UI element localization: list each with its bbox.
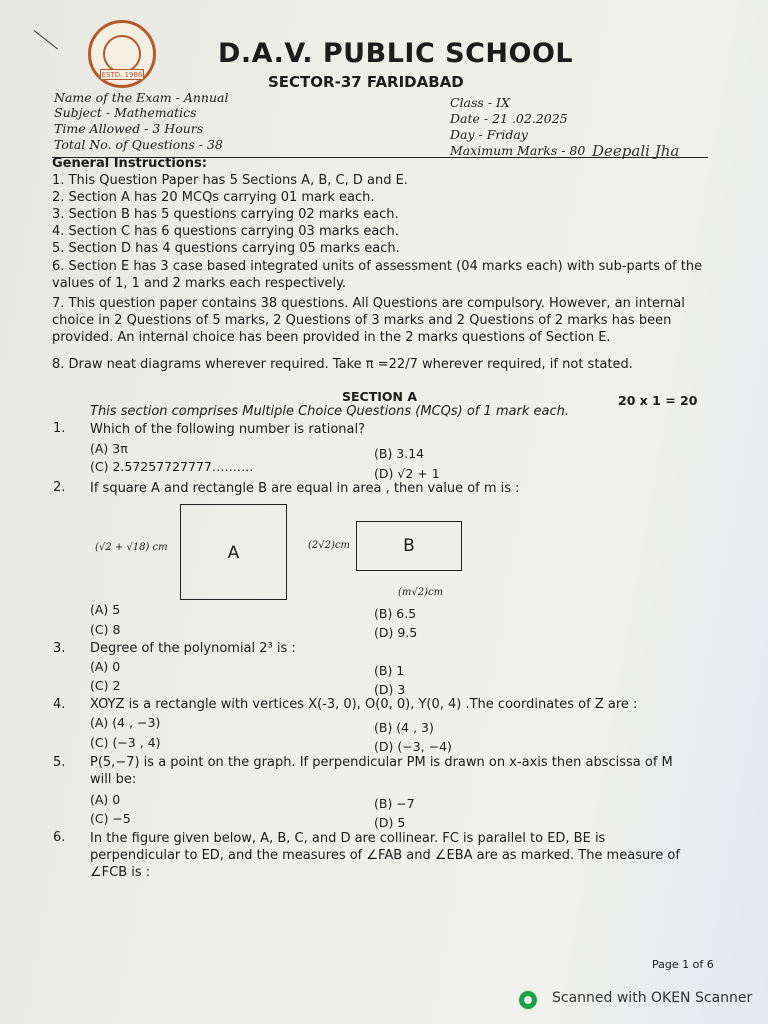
scanner-logo-icon: [519, 991, 537, 1009]
option-c: (C) (−3 , 4): [90, 735, 161, 750]
option-a: (A) 0: [90, 792, 121, 807]
option-a: (A) (4 , −3): [90, 715, 161, 730]
school-location: SECTOR-37 FARIDABAD: [268, 73, 464, 91]
rectangle-height-label: (2√2)cm: [308, 540, 350, 551]
question-text: XOYZ is a rectangle with vertices X(-3, 0), O(0, 0), Y(0, 4) .The coordinates of Z are :: [90, 697, 638, 712]
section-description: This section comprises Multiple Choice Questions (MCQs) of 1 mark each.: [90, 404, 570, 419]
instruction-line: 7. This question paper contains 38 questions. All Questions are compulsory. However, an internal: [52, 296, 685, 311]
instructions-heading: General Instructions:: [52, 156, 207, 171]
instruction-line: 4. Section C has 6 questions carrying 03 marks each.: [52, 224, 399, 239]
question-text-cont: will be:: [90, 772, 137, 787]
subject: Subject - Mathematics: [54, 105, 197, 120]
question-text: P(5,−7) is a point on the graph. If perpendicular PM is drawn on x-axis then abscissa of M: [90, 755, 673, 770]
option-c: (C) 8: [90, 622, 121, 637]
option-b: (B) 1: [374, 663, 405, 678]
scanner-watermark: Scanned with OKEN Scanner: [552, 990, 753, 1006]
question-number: 6.: [53, 830, 66, 845]
page-number: Page 1 of 6: [652, 958, 714, 971]
section-title: SECTION A: [342, 389, 418, 404]
square-side-label: (√2 + √18) cm: [95, 542, 168, 553]
option-c: (C) −5: [90, 811, 131, 826]
option-c: (C) 2: [90, 678, 121, 693]
school-name: D.A.V. PUBLIC SCHOOL: [218, 38, 574, 69]
square-a: [180, 504, 287, 600]
section-marks: 20 x 1 = 20: [618, 393, 698, 408]
logo-estd: ESTD. 1986: [101, 71, 143, 79]
maximum-marks: Maximum Marks - 80: [450, 143, 586, 158]
logo-emblem: [103, 35, 141, 73]
question-text-cont: ∠FCB is :: [90, 865, 151, 880]
question-number: 5.: [53, 755, 66, 770]
instruction-line: choice in 2 Questions of 5 marks, 2 Questions of 3 marks and 2 Questions of 2 marks has been: [52, 313, 672, 328]
instruction-line: 5. Section D has 4 questions carrying 05 marks each.: [52, 241, 400, 256]
school-logo: [88, 20, 156, 88]
instruction-line: 6. Section E has 3 case based integrated units of assessment (04 marks each) with sub-parts of the: [52, 259, 703, 274]
rectangle-length-label: (m√2)cm: [398, 587, 444, 598]
instruction-line: provided. An internal choice has been provided in the 2 marks questions of Section E.: [52, 330, 611, 345]
question-number: 2.: [53, 480, 66, 495]
total-questions: Total No. of Questions - 38: [54, 137, 223, 152]
exam-day: Day - Friday: [450, 127, 528, 142]
class: Class - IX: [450, 95, 510, 110]
question-number: 3.: [53, 641, 66, 656]
option-d: (D) 9.5: [374, 625, 418, 640]
question-text: Degree of the polynomial 2³ is :: [90, 641, 296, 656]
pen-mark: [34, 30, 58, 49]
option-c: (C) 2.57257727777……….: [90, 459, 254, 474]
instruction-line: 8. Draw neat diagrams wherever required. Take π =22/7 wherever required, if not stated.: [52, 357, 633, 372]
instruction-line: 3. Section B has 5 questions carrying 02 marks each.: [52, 207, 399, 222]
rectangle-b: [356, 521, 462, 571]
question-text: In the figure given below, A, B, C, and D are collinear. FC is parallel to ED, BE is: [90, 831, 606, 846]
option-d: (D) 3: [374, 682, 406, 697]
question-number: 4.: [53, 697, 66, 712]
square-a-label: A: [227, 543, 240, 563]
instruction-line: 2. Section A has 20 MCQs carrying 01 mark each.: [52, 190, 375, 205]
option-a: (A) 5: [90, 602, 121, 617]
option-b: (B) (4 , 3): [374, 720, 434, 735]
signature: Deepali Jha: [592, 142, 680, 160]
exam-name: Name of the Exam - Annual: [54, 90, 229, 105]
exam-date: Date - 21 .02.2025: [450, 111, 568, 126]
option-b: (B) −7: [374, 796, 415, 811]
question-number: 1.: [53, 421, 66, 436]
option-d: (D) (−3, −4): [374, 739, 452, 754]
option-a: (A) 3π: [90, 441, 128, 456]
rectangle-b-label: B: [403, 536, 415, 556]
instruction-line: 1. This Question Paper has 5 Sections A, B, C, D and E.: [52, 173, 408, 188]
option-b: (B) 6.5: [374, 606, 417, 621]
time-allowed: Time Allowed - 3 Hours: [54, 121, 204, 136]
option-b: (B) 3.14: [374, 446, 425, 461]
question-text-cont: perpendicular to ED, and the measures of ∠FAB and ∠EBA are as marked. The measure of: [90, 848, 680, 863]
instruction-line: values of 1, 1 and 2 marks each respectively.: [52, 276, 347, 291]
option-d: (D) √2 + 1: [374, 466, 440, 481]
question-text: If square A and rectangle B are equal in area , then value of m is :: [90, 481, 520, 496]
question-text: Which of the following number is rational?: [90, 422, 366, 437]
option-a: (A) 0: [90, 659, 121, 674]
option-d: (D) 5: [374, 815, 406, 830]
